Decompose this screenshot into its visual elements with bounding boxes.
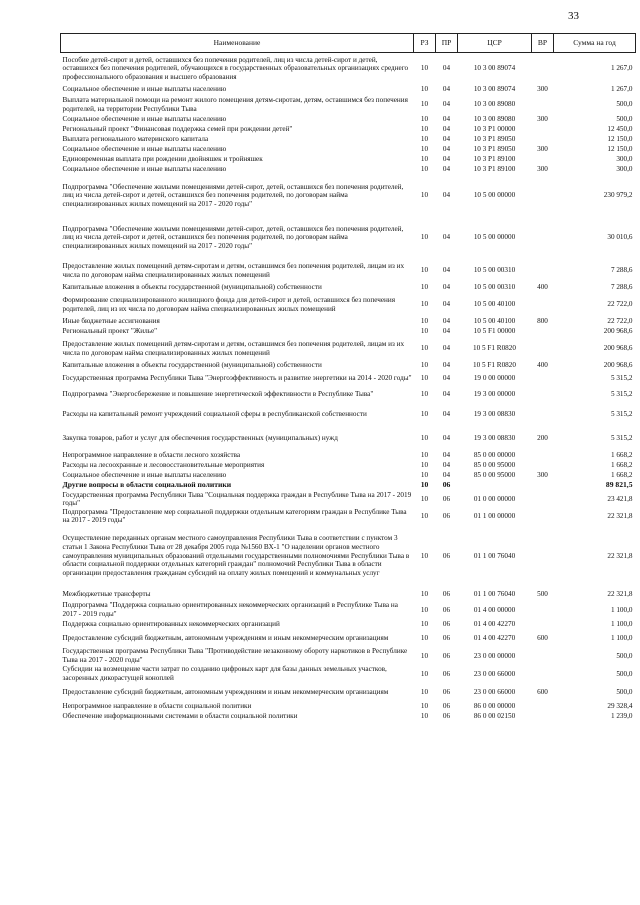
cell-sum: 200 968,6 bbox=[603, 344, 633, 353]
cell-name: Непрограммное направление в области лесного хозяйства bbox=[62, 451, 241, 460]
cell-rz: 10 bbox=[420, 451, 429, 460]
cell-vr bbox=[532, 481, 554, 491]
cell-sum: 1 267,0 bbox=[610, 64, 633, 73]
cell-name: Государственная программа Республики Тыва "Энергоэффективность и развитие энергетики на 2014 - 2020 годы" bbox=[62, 374, 412, 383]
cell-name: Непрограммное направление в области социальной политики bbox=[62, 701, 252, 710]
cell-name: Социальное обеспечение и иные выплаты населению bbox=[62, 145, 227, 154]
cell-name: Выплата материальной помощи на ремонт жилого помещения детям-сиротам, детям, оставшимся без попечения родителей, на территории Республики Тыва bbox=[62, 95, 408, 113]
cell-sum: 12 150,0 bbox=[607, 145, 633, 154]
cell-name: Пособие детей-сирот и детей, оставшихся без попечения родителей, лиц из числа детей-сирот и детей, оставшихся без попечения родителей, обучающихся в государственных образовательных организациях среднего профессионального образования и высшего образования bbox=[62, 55, 409, 82]
cell-pr: 04 bbox=[442, 145, 451, 154]
cell-csr: 10 5 00 00000 bbox=[473, 233, 516, 242]
table-row bbox=[61, 701, 636, 711]
cell-sum: 300,0 bbox=[616, 165, 633, 174]
cell-name: Подпрограмма "Поддержка социально ориентированных некоммерческих организаций в Республике Тыва на 2017 - 2019 годы" bbox=[62, 601, 398, 618]
cell-csr: 10 5 F1 R0820 bbox=[473, 344, 516, 353]
cell-vr: 800 bbox=[537, 317, 548, 326]
table-row bbox=[61, 461, 636, 471]
cell-name: Выплата регионального материнского капитала bbox=[62, 135, 209, 144]
cell-name: Расходы на капитальный ремонт учреждений социальной сферы в республиканской собственности bbox=[62, 410, 367, 419]
cell-pr: 06 bbox=[442, 605, 451, 614]
cell-rz: 10 bbox=[420, 701, 429, 710]
cell-pr: 04 bbox=[442, 390, 451, 399]
cell-sum: 1 668,2 bbox=[610, 451, 633, 460]
table-row bbox=[61, 587, 636, 601]
cell-rz: 10 bbox=[420, 64, 429, 73]
cell-pr: 04 bbox=[442, 64, 451, 73]
cell-pr: 04 bbox=[442, 85, 451, 94]
cell-sum: 30 010,6 bbox=[607, 233, 633, 242]
cell-vr bbox=[532, 451, 554, 461]
cell-vr: 300 bbox=[537, 471, 548, 480]
cell-rz: 10 bbox=[420, 85, 429, 94]
cell-name: Предоставление субсидий бюджетным, автономным учреждениям и иным некоммерческим организациям bbox=[62, 687, 389, 696]
table-row bbox=[61, 283, 636, 293]
cell-sum: 29 328,4 bbox=[607, 701, 633, 710]
budget-table bbox=[60, 33, 636, 721]
table-row bbox=[61, 217, 636, 259]
header-vr: ВР bbox=[532, 34, 554, 53]
cell-sum: 5 315,2 bbox=[610, 410, 633, 419]
cell-rz: 10 bbox=[420, 633, 429, 642]
cell-sum: 500,0 bbox=[616, 100, 633, 109]
cell-csr: 23 0 00 66000 bbox=[473, 669, 516, 678]
cell-rz: 10 bbox=[420, 480, 429, 490]
cell-rz: 10 bbox=[420, 327, 429, 336]
cell-name: Иные бюджетные ассигнования bbox=[62, 317, 160, 326]
cell-vr bbox=[532, 293, 554, 317]
cell-csr: 19 3 00 08830 bbox=[473, 434, 516, 443]
cell-sum: 89 821,5 bbox=[605, 480, 633, 490]
cell-rz: 10 bbox=[420, 300, 429, 309]
cell-rz: 10 bbox=[420, 115, 429, 124]
cell-name: Региональный проект "Финансовая поддержка семей при рождении детей" bbox=[62, 125, 293, 134]
cell-name: Капитальные вложения в объекты государственной (муниципальной) собственности bbox=[62, 283, 322, 292]
cell-pr: 04 bbox=[442, 191, 451, 200]
cell-pr: 04 bbox=[442, 410, 451, 419]
table-row bbox=[61, 155, 636, 165]
table-row bbox=[61, 665, 636, 683]
cell-rz: 10 bbox=[420, 410, 429, 419]
cell-vr: 400 bbox=[537, 361, 548, 370]
table-row bbox=[61, 491, 636, 508]
cell-sum: 12 150,0 bbox=[607, 135, 633, 144]
cell-rz: 10 bbox=[420, 135, 429, 144]
cell-csr: 10 3 P1 89050 bbox=[473, 135, 516, 144]
cell-csr: 10 5 F1 00000 bbox=[473, 327, 516, 336]
cell-vr bbox=[532, 371, 554, 387]
page-number: 33 bbox=[568, 10, 579, 22]
cell-pr: 04 bbox=[442, 115, 451, 124]
cell-csr: 10 3 P1 89100 bbox=[473, 155, 516, 164]
cell-rz: 10 bbox=[420, 434, 429, 443]
table-row bbox=[61, 711, 636, 721]
cell-sum: 22 321,8 bbox=[607, 551, 633, 560]
cell-name: Предоставление жилых помещений детям-сиротам и детям, оставшимся без попечения родителей, лицам из их числа по договорам найма специализированных жилых помещений bbox=[62, 261, 405, 279]
cell-vr bbox=[532, 665, 554, 683]
cell-vr bbox=[532, 135, 554, 145]
cell-csr bbox=[458, 481, 532, 491]
cell-sum: 1 100,0 bbox=[610, 619, 633, 628]
cell-name: Государственная программа Республики Тыва "Социальная поддержка граждан в Республике Тыва на 2017 - 2019 годы" bbox=[62, 490, 412, 508]
cell-pr: 06 bbox=[442, 480, 451, 490]
cell-pr: 04 bbox=[442, 125, 451, 134]
cell-rz: 10 bbox=[420, 390, 429, 399]
cell-vr bbox=[532, 217, 554, 259]
table-row bbox=[61, 125, 636, 135]
table-row bbox=[61, 471, 636, 481]
cell-csr: 86 0 00 02150 bbox=[473, 711, 516, 720]
cell-csr: 10 3 00 89074 bbox=[473, 85, 516, 94]
cell-vr: 300 bbox=[537, 165, 548, 174]
cell-pr: 04 bbox=[442, 266, 451, 275]
cell-sum: 7 288,6 bbox=[610, 283, 633, 292]
cell-pr: 06 bbox=[442, 711, 451, 720]
cell-csr: 10 3 P1 89100 bbox=[473, 165, 516, 174]
cell-rz: 10 bbox=[420, 317, 429, 326]
cell-pr: 06 bbox=[442, 669, 451, 678]
table-row bbox=[61, 508, 636, 525]
header-row bbox=[61, 34, 636, 53]
cell-sum: 500,0 bbox=[616, 115, 633, 124]
cell-name: Социальное обеспечение и иные выплаты населению bbox=[62, 115, 227, 124]
cell-vr bbox=[532, 508, 554, 525]
table-body bbox=[61, 53, 636, 721]
table-row bbox=[61, 95, 636, 115]
table-row bbox=[61, 451, 636, 461]
table-row bbox=[61, 293, 636, 317]
cell-rz: 10 bbox=[420, 511, 429, 520]
cell-name: Государственная программа Республики Тыва "Противодействие незаконному обороту наркотиков в Республике Тыва на 2017 - 2020 годы" bbox=[62, 647, 408, 664]
cell-name: Социальное обеспечение и иные выплаты населению bbox=[62, 85, 227, 94]
cell-rz: 10 bbox=[420, 551, 429, 560]
cell-pr: 06 bbox=[442, 633, 451, 642]
cell-name: Другие вопросы в области социальной политики bbox=[62, 480, 232, 490]
cell-vr bbox=[532, 327, 554, 337]
cell-sum: 200 968,6 bbox=[603, 361, 633, 370]
table-row bbox=[61, 145, 636, 155]
cell-sum: 500,0 bbox=[616, 651, 633, 660]
table-row bbox=[61, 259, 636, 283]
cell-sum: 200 968,6 bbox=[603, 327, 633, 336]
table-header bbox=[61, 34, 636, 53]
cell-sum: 5 315,2 bbox=[610, 374, 633, 383]
cell-sum: 1 239,0 bbox=[610, 711, 633, 720]
cell-sum: 12 450,0 bbox=[607, 125, 633, 134]
cell-vr bbox=[532, 95, 554, 115]
table-row bbox=[61, 427, 636, 451]
table-row bbox=[61, 619, 636, 629]
cell-sum: 23 421,8 bbox=[607, 494, 633, 503]
cell-vr bbox=[532, 155, 554, 165]
cell-csr: 10 5 00 00310 bbox=[473, 283, 516, 292]
cell-csr: 10 3 P1 00000 bbox=[473, 125, 516, 134]
table-row bbox=[61, 337, 636, 361]
cell-pr: 04 bbox=[442, 317, 451, 326]
cell-vr bbox=[532, 711, 554, 721]
cell-name: Социальное обеспечение и иные выплаты населению bbox=[62, 471, 227, 480]
cell-csr: 01 4 00 00000 bbox=[473, 605, 516, 614]
header-rz: РЗ bbox=[414, 34, 436, 53]
cell-pr: 04 bbox=[442, 135, 451, 144]
cell-sum: 22 722,0 bbox=[607, 317, 633, 326]
table-row bbox=[61, 601, 636, 619]
cell-vr bbox=[532, 647, 554, 665]
cell-pr: 04 bbox=[442, 233, 451, 242]
cell-csr: 23 0 00 00000 bbox=[473, 651, 516, 660]
cell-vr: 200 bbox=[537, 434, 548, 443]
cell-csr: 10 3 00 89080 bbox=[473, 115, 516, 124]
cell-vr: 400 bbox=[537, 283, 548, 292]
cell-pr: 06 bbox=[442, 551, 451, 560]
cell-name: Социальное обеспечение и иные выплаты населению bbox=[62, 165, 227, 174]
cell-pr: 06 bbox=[442, 701, 451, 710]
cell-pr: 04 bbox=[442, 434, 451, 443]
cell-name: Предоставление жилых помещений детям-сиротам и детям, оставшимся без попечения родителей, лицам из их числа по договорам найма специализированных жилых помещений bbox=[62, 339, 405, 357]
cell-vr bbox=[532, 175, 554, 217]
cell-vr: 500 bbox=[537, 589, 548, 598]
cell-csr: 10 5 F1 R0820 bbox=[473, 361, 516, 370]
cell-name: Межбюджетные трансферты bbox=[62, 589, 151, 598]
cell-rz: 10 bbox=[420, 361, 429, 370]
cell-vr: 600 bbox=[537, 687, 548, 696]
cell-pr: 06 bbox=[442, 651, 451, 660]
cell-vr bbox=[532, 53, 554, 85]
cell-pr: 06 bbox=[442, 494, 451, 503]
cell-sum: 7 288,6 bbox=[610, 266, 633, 275]
table-row bbox=[61, 135, 636, 145]
cell-pr: 06 bbox=[442, 589, 451, 598]
table-row bbox=[61, 525, 636, 587]
cell-sum: 22 321,8 bbox=[607, 589, 633, 598]
cell-csr: 01 4 00 42270 bbox=[473, 633, 516, 642]
cell-rz: 10 bbox=[420, 651, 429, 660]
cell-sum: 230 979,2 bbox=[603, 191, 633, 200]
cell-pr: 04 bbox=[442, 283, 451, 292]
cell-pr: 04 bbox=[442, 100, 451, 109]
cell-pr: 04 bbox=[442, 461, 451, 470]
cell-name: Субсидии на возмещение части затрат по созданию цифровых карт для базы данных земельных участков, засоренных дикорастущей коноплей bbox=[62, 665, 387, 682]
cell-csr: 19 0 00 00000 bbox=[473, 374, 516, 383]
cell-vr bbox=[532, 387, 554, 403]
cell-rz: 10 bbox=[420, 145, 429, 154]
cell-vr: 600 bbox=[537, 633, 548, 642]
cell-sum: 500,0 bbox=[616, 669, 633, 678]
cell-name: Формирование специализированного жилищного фонда для детей-сирот и детей, оставшихся без попечения родителей, лиц из их числа по договорам найма специализированных жилых помещений bbox=[62, 295, 396, 313]
cell-vr: 300 bbox=[537, 145, 548, 154]
cell-rz: 10 bbox=[420, 605, 429, 614]
table-row bbox=[61, 629, 636, 647]
cell-sum: 22 321,8 bbox=[607, 511, 633, 520]
cell-pr: 04 bbox=[442, 344, 451, 353]
cell-pr: 04 bbox=[442, 361, 451, 370]
cell-vr bbox=[532, 601, 554, 619]
cell-pr: 04 bbox=[442, 451, 451, 460]
cell-sum: 5 315,2 bbox=[610, 434, 633, 443]
table-row bbox=[61, 403, 636, 427]
cell-vr: 300 bbox=[537, 115, 548, 124]
cell-name: Подпрограмма "Энергосбережение и повышение энергетической эффективности в Республике Тыва" bbox=[62, 390, 374, 399]
cell-pr: 04 bbox=[442, 471, 451, 480]
cell-pr: 06 bbox=[442, 511, 451, 520]
cell-csr: 19 3 00 08830 bbox=[473, 410, 516, 419]
cell-csr: 23 0 00 66000 bbox=[473, 687, 516, 696]
cell-sum: 1 668,2 bbox=[610, 461, 633, 470]
cell-rz: 10 bbox=[420, 266, 429, 275]
cell-name: Подпрограмма "Предоставление мер социальной поддержки отдельным категориям граждан в Республике Тыва на 2017 - 2019 годы" bbox=[62, 507, 407, 525]
cell-csr: 01 4 00 42270 bbox=[473, 619, 516, 628]
cell-rz: 10 bbox=[420, 125, 429, 134]
cell-csr: 10 3 P1 89050 bbox=[473, 145, 516, 154]
cell-pr: 04 bbox=[442, 327, 451, 336]
cell-sum: 5 315,2 bbox=[610, 390, 633, 399]
table-row bbox=[61, 361, 636, 371]
table-row bbox=[61, 165, 636, 175]
cell-vr: 300 bbox=[537, 85, 548, 94]
table-row bbox=[61, 647, 636, 665]
cell-rz: 10 bbox=[420, 471, 429, 480]
cell-csr: 01 1 00 76040 bbox=[473, 589, 516, 598]
table-row bbox=[61, 387, 636, 403]
cell-name: Обеспечение информационными системами в области социальной политики bbox=[62, 711, 298, 720]
cell-name: Закупка товаров, работ и услуг для обеспечения государственных (муниципальных) нужд bbox=[62, 434, 338, 443]
cell-rz: 10 bbox=[420, 494, 429, 503]
table-row bbox=[61, 327, 636, 337]
table-row bbox=[61, 53, 636, 85]
table-row bbox=[61, 317, 636, 327]
cell-vr bbox=[532, 125, 554, 135]
cell-sum: 1 267,0 bbox=[610, 85, 633, 94]
cell-name: Расходы на лесоохранные и лесовосстановительные мероприятия bbox=[62, 461, 265, 470]
cell-csr: 10 3 00 89074 bbox=[473, 64, 516, 73]
cell-pr: 04 bbox=[442, 165, 451, 174]
cell-vr bbox=[532, 259, 554, 283]
cell-csr: 85 0 00 95000 bbox=[473, 471, 516, 480]
cell-rz: 10 bbox=[420, 155, 429, 164]
header-csr: ЦСР bbox=[458, 34, 532, 53]
cell-vr bbox=[532, 525, 554, 587]
cell-rz: 10 bbox=[420, 589, 429, 598]
cell-vr bbox=[532, 403, 554, 427]
cell-rz: 10 bbox=[420, 669, 429, 678]
table-row bbox=[61, 481, 636, 491]
cell-pr: 06 bbox=[442, 619, 451, 628]
header-sum: Сумма на год bbox=[554, 34, 636, 53]
table-row bbox=[61, 683, 636, 701]
cell-rz: 10 bbox=[420, 283, 429, 292]
cell-csr: 10 5 00 00310 bbox=[473, 266, 516, 275]
cell-vr bbox=[532, 619, 554, 629]
cell-csr: 10 5 00 40100 bbox=[473, 300, 516, 309]
cell-name: Региональный проект "Жилье" bbox=[62, 327, 158, 336]
cell-rz: 10 bbox=[420, 687, 429, 696]
table-row bbox=[61, 115, 636, 125]
cell-sum: 1 100,0 bbox=[610, 633, 633, 642]
cell-rz: 10 bbox=[420, 233, 429, 242]
cell-csr: 10 5 00 00000 bbox=[473, 191, 516, 200]
cell-csr: 19 3 00 00000 bbox=[473, 390, 516, 399]
cell-pr: 04 bbox=[442, 374, 451, 383]
cell-name: Подпрограмма "Обеспечение жилыми помещениями детей-сирот, детей, оставшихся без попечения родителей, лиц из числа детей-сирот и детей, оставшихся без попечения родителей, по договорам найма специализированных жилых помещений на 2017 - 2020 годы" bbox=[62, 224, 404, 250]
cell-sum: 22 722,0 bbox=[607, 300, 633, 309]
cell-csr: 86 0 00 00000 bbox=[473, 701, 516, 710]
cell-rz: 10 bbox=[420, 374, 429, 383]
table-row bbox=[61, 85, 636, 95]
cell-rz: 10 bbox=[420, 191, 429, 200]
cell-name: Предоставление субсидий бюджетным, автономным учреждениям и иным некоммерческим организациям bbox=[62, 633, 389, 642]
cell-csr: 10 5 00 40100 bbox=[473, 317, 516, 326]
cell-sum: 1 100,0 bbox=[610, 605, 633, 614]
cell-vr bbox=[532, 701, 554, 711]
cell-rz: 10 bbox=[420, 100, 429, 109]
cell-rz: 10 bbox=[420, 344, 429, 353]
header-name: Наименование bbox=[61, 34, 414, 53]
table-row bbox=[61, 371, 636, 387]
cell-pr: 04 bbox=[442, 300, 451, 309]
cell-name: Единовременная выплата при рождении двойняшек и тройняшек bbox=[62, 155, 263, 164]
cell-csr: 01 0 00 00000 bbox=[473, 494, 516, 503]
cell-csr: 85 0 00 00000 bbox=[473, 451, 516, 460]
cell-name: Подпрограмма "Обеспечение жилыми помещениями детей-сирот, детей, оставшихся без попечения родителей, лиц из числа детей-сирот и детей, оставшихся без попечения родителей, по договорам найма специализированных жилых помещений на 2017 - 2020 годы" bbox=[62, 182, 404, 208]
cell-pr: 04 bbox=[442, 155, 451, 164]
cell-csr: 01 1 00 76040 bbox=[473, 551, 516, 560]
cell-sum: 1 668,2 bbox=[610, 471, 633, 480]
cell-csr: 01 1 00 00000 bbox=[473, 511, 516, 520]
cell-rz: 10 bbox=[420, 619, 429, 628]
cell-name: Капитальные вложения в объекты государственной (муниципальной) собственности bbox=[62, 361, 322, 370]
cell-rz: 10 bbox=[420, 165, 429, 174]
cell-vr bbox=[532, 491, 554, 508]
cell-vr bbox=[532, 461, 554, 471]
cell-csr: 10 3 00 89080 bbox=[473, 100, 516, 109]
cell-rz: 10 bbox=[420, 461, 429, 470]
cell-sum: 500,0 bbox=[616, 687, 633, 696]
table-row bbox=[61, 175, 636, 217]
cell-sum: 300,0 bbox=[616, 155, 633, 164]
cell-name: Поддержка социально ориентированных некоммерческих организаций bbox=[62, 619, 280, 628]
cell-rz: 10 bbox=[420, 711, 429, 720]
cell-vr bbox=[532, 337, 554, 361]
cell-pr: 06 bbox=[442, 687, 451, 696]
cell-name: Осуществление переданных органам местного самоуправления Республики Тыва в соответствии с пунктом 3 статьи 1 Закона Республики Тыва от 28 декабря 2005 года №1560 ВХ-1 "О наделении органов местного самоуправления муниципальных образований отдельными государственными полномочиями Республики Тыва в области социальной поддержки отдельных категорий граждан" полномочий Республики Тыва в области организации предоставления гражданам субсидий на оплату жилых помещений и коммунальных услуг bbox=[62, 534, 410, 577]
cell-csr: 85 0 00 95000 bbox=[473, 461, 516, 470]
header-pr: ПР bbox=[436, 34, 458, 53]
